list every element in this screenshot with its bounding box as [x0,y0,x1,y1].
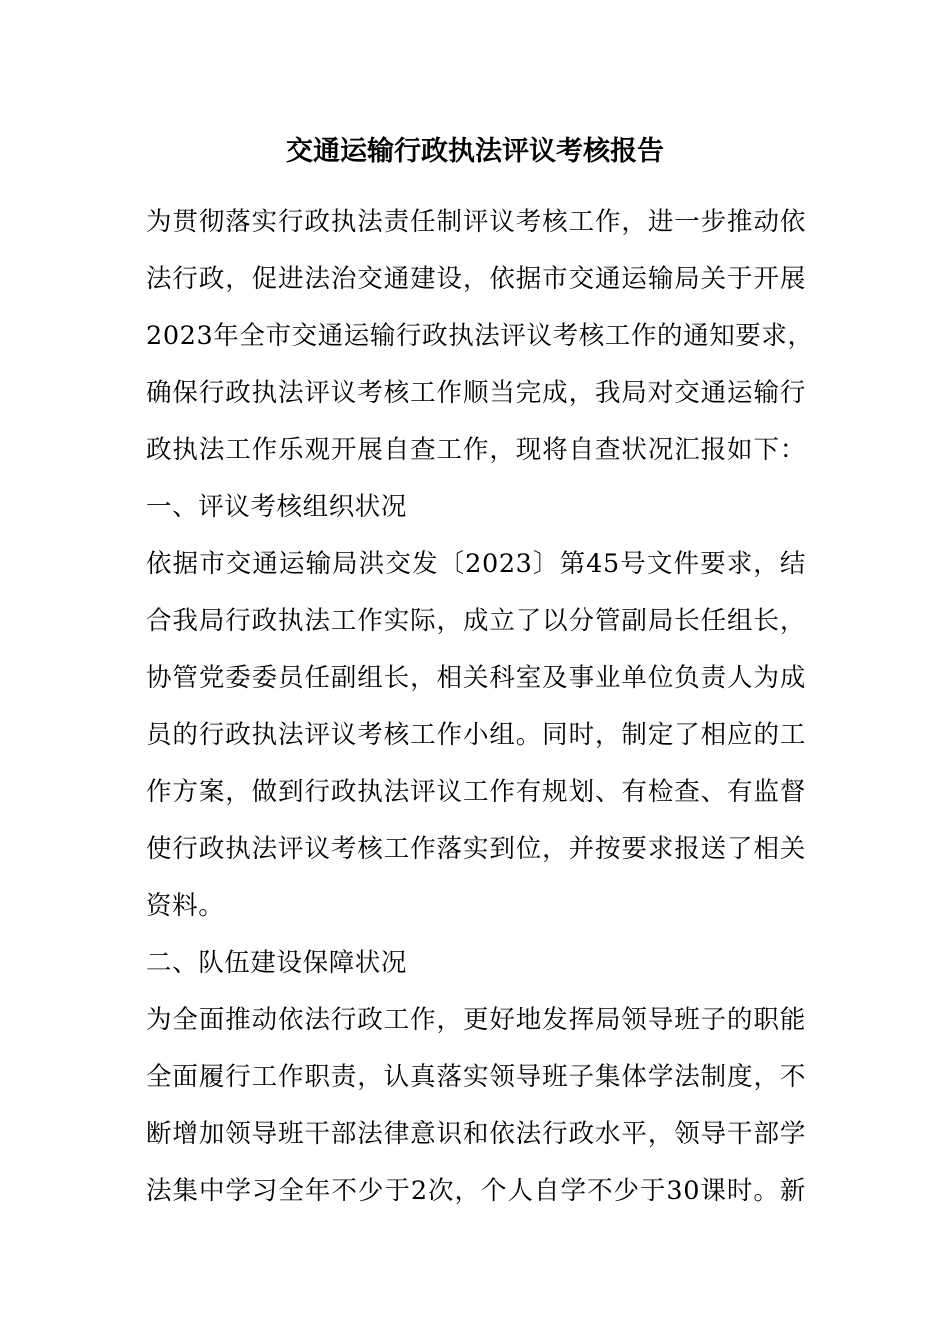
paragraph-line: 法行政，促进法治交通建设，依据市交通运输局关于开展 [146,264,806,294]
paragraph-line: 作方案，做到行政执法评议工作有规划、有检查、有监督 [146,777,806,807]
section-heading: 二、队伍建设保障状况 [146,948,408,978]
paragraph-line: 确保行政执法评议考核工作顺当完成，我局对交通运输行 [146,378,806,408]
paragraph-line: 政执法工作乐观开展自查工作，现将自查状况汇报如下： [146,435,806,465]
paragraph-line: 2023年全市交通运输行政执法评议考核工作的通知要求， [146,321,814,351]
paragraph-line: 为贯彻落实行政执法责任制评议考核工作，进一步推动依 [146,207,806,237]
paragraph-line: 为全面推动依法行政工作，更好地发挥局领导班子的职能 [146,1005,806,1035]
paragraph-line: 协管党委委员任副组长，相关科室及事业单位负责人为成 [146,663,806,693]
page-title: 交通运输行政执法评议考核报告 [286,136,664,167]
paragraph-line: 断增加领导班干部法律意识和依法行政水平，领导干部学 [146,1119,806,1149]
paragraph-line: 使行政执法评议考核工作落实到位，并按要求报送了相关 [146,834,806,864]
section-heading: 一、评议考核组织状况 [146,492,408,522]
paragraph-line: 依据市交通运输局洪交发〔2023〕第45号文件要求，结 [146,549,806,579]
paragraph-line: 法集中学习全年不少于2次，个人自学不少于30课时。新 [146,1176,806,1206]
paragraph-line: 员的行政执法评议考核工作小组。同时，制定了相应的工 [146,720,806,750]
paragraph-line: 全面履行工作职责，认真落实领导班子集体学法制度，不 [146,1062,806,1092]
paragraph-line: 资料。 [146,891,225,921]
paragraph-line: 合我局行政执法工作实际，成立了以分管副局长任组长， [146,606,806,636]
